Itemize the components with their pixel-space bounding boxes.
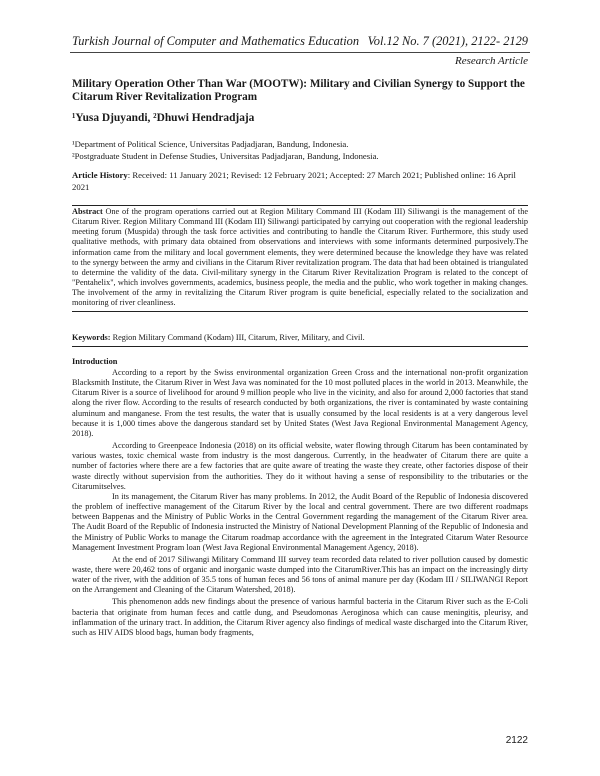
abstract-text: [72, 207, 528, 309]
body-paragraph: According to Greenpeace Indonesia (2018) on its official website, water flowing through Citarum has been contaminated by various wastes, toxic chemical waste from industry is the most dangerous. Currently, in the headwater of Citarum there are quite a number of factories where there are a few factories that are quite aware of treating the waste they create, other factories dispose of their waste directly without supervision from the authorities. They do it without having a sense of responsibility to the tributaries or the Citarumitselves.: [72, 441, 528, 491]
keywords: [72, 333, 532, 342]
journal-title: Turkish Journal of Computer and Mathematics Education: [72, 34, 360, 48]
body-paragraph: According to a report by the Swiss environmental organization Green Cross and the international non-profit organization Blacksmith Institute, the Citarum River in West Java was nominated for the 10 most polluted places in the world in 2013. Meanwhile, the Citarum River is a source of livelihood for around 9 million people who live in the vicinity, and also for around 2,000 factories that stand along the river flow. According to the results of research conducted by both organizations, the river is contaminated by waste containing aluminum and manganese. From the test results, the water that is usually consumed by the local residents is at a very dangerous level because it is 1,000 times above the dangerous standard set by United States (West Java Regional Environmental Management Agency, 2018).: [72, 368, 528, 438]
page-number: 2122: [505, 735, 528, 746]
introduction-body: [72, 368, 528, 640]
header-divider: [70, 52, 530, 53]
abstract-body: One of the program operations carried out at Region Military Command III (Kodam III) Siliwangi is the management of the Citarum River. Region Military Command III (Kodam III) Siliwangi participated by carrying out cooperation with the regional leadership meeting forum (Muspida) through the task force activities and contributing to handle the Citarum River. Furthermore, this study used qualitative methods, with primary data obtained from observations and interviews with some informants determined purposively.The information came from the military and local government elements, they were determined because the knowledge they have was related to the synergy between the army and civilians in the Citarum River revitalization program. The data that had been obtained is triangulated to determine the validity of the data. Civil-military synergy in the Citarum River Revitalization Program is related to the concept of "Pentahelix", which involves governments, academics, business people, the media and the public, who work together in making changes. The involvement of the army in revitalizing the Citarum River program is quite beneficial, especially related to the socialization and monitoring of river cleanliness.: [72, 207, 528, 308]
body-paragraph: At the end of 2017 Siliwangi Military Command III survey team recorded data related to river pollution caused by domestic waste, there were 20,462 tons of organic and inorganic waste dumped into the CitarumRiver.This has an impact on the increasingly dirty water of the river, with the addition of 35.5 tons of human feces and 56 tons of animal manure per day (Kodam III / SILIWANGI Report on the Arrangement and Cleaning of the Citarum Watershed, 2018).: [72, 554, 528, 595]
body-paragraph: This phenomenon adds new findings about the presence of various harmful bacteria in the Citarum River such as the E-Coli bacteria that originate from human feces and cattle dung, and Pseudomonas Aeroginosa which can cause meningitis, pleurisy, and inflammation of the urinary tract. In addition, the Citarum River agency also findings of medical waste discharged into the Citarum River, such as HIV AIDS blood bags, human body fragments,: [72, 597, 528, 637]
article-history: [72, 170, 532, 193]
article-type: Research Article: [454, 55, 528, 67]
body-paragraph: In its management, the Citarum River has many problems. In 2012, the Audit Board of the Republic of Indonesia discovered the problem of ineffective management of the Citarum River by the local and central government. There are two different roadmaps between Bappenas and the Ministry of Public Works in the Central Government regarding the management of the Citarum River area. The Audit Board of the Republic of Indonesia instructed the Ministry of National Development Planning of the Republic of Indonesia and the Ministry of Public Works to manage the Citarum roadmap accordance with the agreement in the Integrated Citarum Water Resource Management Investment Program loan (West Java Regional Environmental Management Agency, 2018).: [72, 491, 528, 552]
abstract-label: Abstract: [72, 207, 103, 216]
keywords-label: Keywords:: [72, 333, 111, 342]
keywords-divider: [72, 346, 528, 347]
affiliation-1: ¹Department of Political Science, Universitas Padjadjaran, Bandung, Indonesia.: [72, 139, 349, 149]
introduction-heading: Introduction: [72, 357, 118, 366]
journal-volume: Vol.12 No. 7 (2021), 2122- 2129: [367, 34, 528, 48]
abstract-block: [72, 205, 528, 312]
paper-authors: ¹Yusa Djuyandi, ²Dhuwi Hendradjaja: [72, 112, 255, 124]
keywords-text: Region Military Command (Kodam) III, Citarum, River, Military, and Civil.: [110, 333, 365, 342]
paper-title: Military Operation Other Than War (MOOTW): Military and Civilian Synergy to Support the Citarum River Revitalization Program: [72, 78, 525, 103]
article-history-text: : Received: 11 January 2021; Revised: 12 February 2021; Accepted: 27 March 2021; Published online: 16 April 2021: [72, 170, 516, 192]
affiliation-2: ²Postgraduate Student in Defense Studies, Universitas Padjadjaran, Bandung, Indonesia.: [72, 151, 379, 161]
article-history-label: Article History: [72, 170, 128, 180]
